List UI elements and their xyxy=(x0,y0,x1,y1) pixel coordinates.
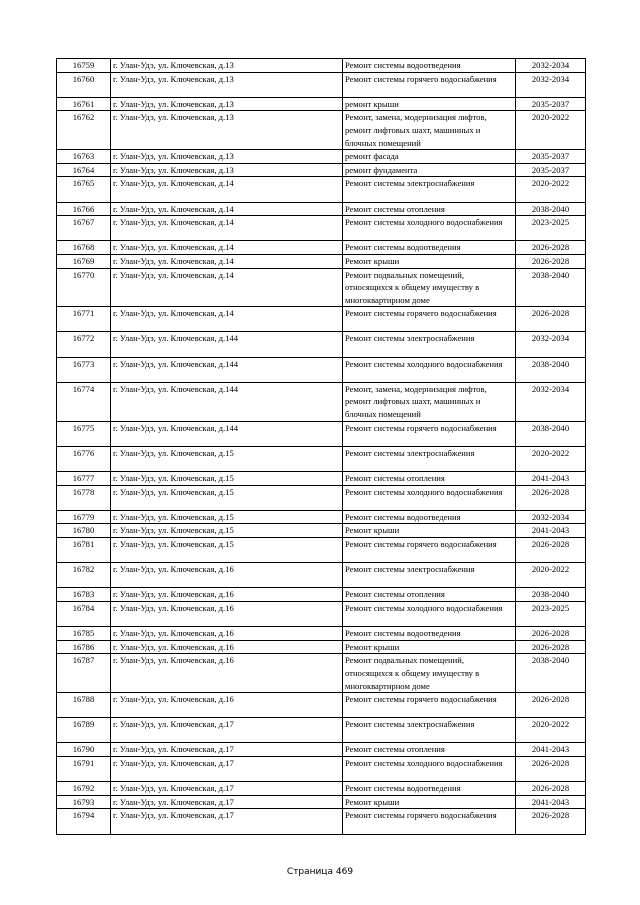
row-work-type: Ремонт системы электроснабжения xyxy=(343,446,516,471)
row-number: 16783 xyxy=(57,588,111,602)
row-period: 2035-2037 xyxy=(516,97,586,111)
row-address: г. Улан-Удэ, ул. Ключевская, д.15 xyxy=(111,510,343,524)
row-number: 16779 xyxy=(57,510,111,524)
row-work-type: Ремонт крыши xyxy=(343,640,516,654)
row-work-type: Ремонт системы отопления xyxy=(343,472,516,486)
table-row xyxy=(57,795,586,809)
row-number: 16790 xyxy=(57,743,111,757)
row-work-type: Ремонт системы горячего водоснабжения xyxy=(343,693,516,718)
row-number: 16764 xyxy=(57,163,111,177)
row-period: 2026-2028 xyxy=(516,254,586,268)
table-row xyxy=(57,382,586,421)
row-work-type: Ремонт системы электроснабжения xyxy=(343,177,516,202)
table-row xyxy=(57,718,586,743)
row-address: г. Улан-Удэ, ул. Ключевская, д.16 xyxy=(111,601,343,626)
row-address: г. Улан-Удэ, ул. Ключевская, д.15 xyxy=(111,472,343,486)
row-period: 2038-2040 xyxy=(516,654,586,693)
table-row xyxy=(57,177,586,202)
row-address: г. Улан-Удэ, ул. Ключевская, д.15 xyxy=(111,446,343,471)
row-address: г. Улан-Удэ, ул. Ключевская, д.13 xyxy=(111,72,343,97)
table-row xyxy=(57,307,586,332)
row-number: 16775 xyxy=(57,421,111,446)
row-period: 2041-2043 xyxy=(516,524,586,538)
row-period: 2026-2028 xyxy=(516,241,586,255)
table-row xyxy=(57,332,586,357)
row-address: г. Улан-Удэ, ул. Ключевская, д.16 xyxy=(111,640,343,654)
row-number: 16768 xyxy=(57,241,111,255)
row-number: 16767 xyxy=(57,216,111,241)
row-work-type: Ремонт подвальных помещений, относящихся к общему имуществу в многоквартирном доме xyxy=(343,654,516,693)
row-number: 16782 xyxy=(57,563,111,588)
row-period: 2038-2040 xyxy=(516,357,586,382)
table-row xyxy=(57,268,586,307)
table-row xyxy=(57,654,586,693)
row-number: 16772 xyxy=(57,332,111,357)
row-number: 16778 xyxy=(57,485,111,510)
table-row xyxy=(57,72,586,97)
row-number: 16771 xyxy=(57,307,111,332)
row-work-type: Ремонт системы отопления xyxy=(343,588,516,602)
row-address: г. Улан-Удэ, ул. Ключевская, д.13 xyxy=(111,111,343,150)
row-address: г. Улан-Удэ, ул. Ключевская, д.14 xyxy=(111,177,343,202)
table-row xyxy=(57,446,586,471)
row-period: 2026-2028 xyxy=(516,485,586,510)
table-row xyxy=(57,627,586,641)
table-row xyxy=(57,588,586,602)
row-address: г. Улан-Удэ, ул. Ключевская, д.14 xyxy=(111,307,343,332)
row-work-type: ремонт крыши xyxy=(343,97,516,111)
row-address: г. Улан-Удэ, ул. Ключевская, д.14 xyxy=(111,268,343,307)
row-number: 16770 xyxy=(57,268,111,307)
row-address: г. Улан-Удэ, ул. Ключевская, д.14 xyxy=(111,241,343,255)
row-period: 2035-2037 xyxy=(516,150,586,164)
row-work-type: Ремонт системы водоотведения xyxy=(343,241,516,255)
row-address: г. Улан-Удэ, ул. Ключевская, д.17 xyxy=(111,782,343,796)
row-address: г. Улан-Удэ, ул. Ключевская, д.14 xyxy=(111,254,343,268)
row-address: г. Улан-Удэ, ул. Ключевская, д.16 xyxy=(111,693,343,718)
row-address: г. Улан-Удэ, ул. Ключевская, д.17 xyxy=(111,743,343,757)
row-period: 2038-2040 xyxy=(516,268,586,307)
row-address: г. Улан-Удэ, ул. Ключевская, д.17 xyxy=(111,757,343,782)
row-number: 16789 xyxy=(57,718,111,743)
row-period: 2026-2028 xyxy=(516,307,586,332)
row-period: 2035-2037 xyxy=(516,163,586,177)
row-period: 2041-2043 xyxy=(516,795,586,809)
row-period: 2026-2028 xyxy=(516,627,586,641)
row-work-type: Ремонт системы электроснабжения xyxy=(343,718,516,743)
row-address: г. Улан-Удэ, ул. Ключевская, д.15 xyxy=(111,485,343,510)
row-address: г. Улан-Удэ, ул. Ключевская, д.13 xyxy=(111,150,343,164)
row-period: 2032-2034 xyxy=(516,59,586,73)
row-period: 2026-2028 xyxy=(516,640,586,654)
row-period: 2020-2022 xyxy=(516,446,586,471)
row-work-type: Ремонт крыши xyxy=(343,254,516,268)
row-address: г. Улан-Удэ, ул. Ключевская, д.144 xyxy=(111,382,343,421)
row-period: 2026-2028 xyxy=(516,782,586,796)
row-work-type: Ремонт системы горячего водоснабжения xyxy=(343,72,516,97)
row-period: 2023-2025 xyxy=(516,601,586,626)
row-number: 16763 xyxy=(57,150,111,164)
table-row xyxy=(57,524,586,538)
table-row xyxy=(57,510,586,524)
row-address: г. Улан-Удэ, ул. Ключевская, д.16 xyxy=(111,654,343,693)
row-address: г. Улан-Удэ, ул. Ключевская, д.13 xyxy=(111,163,343,177)
row-work-type: Ремонт, замена, модернизация лифтов, ремонт лифтовых шахт, машинных и блочных помещений xyxy=(343,382,516,421)
row-period: 2026-2028 xyxy=(516,537,586,562)
row-address: г. Улан-Удэ, ул. Ключевская, д.17 xyxy=(111,809,343,834)
row-period: 2032-2034 xyxy=(516,72,586,97)
row-period: 2038-2040 xyxy=(516,588,586,602)
table-row xyxy=(57,809,586,834)
row-address: г. Улан-Удэ, ул. Ключевская, д.17 xyxy=(111,718,343,743)
row-work-type: Ремонт системы водоотведения xyxy=(343,59,516,73)
row-number: 16792 xyxy=(57,782,111,796)
row-number: 16773 xyxy=(57,357,111,382)
row-address: г. Улан-Удэ, ул. Ключевская, д.144 xyxy=(111,332,343,357)
row-work-type: Ремонт системы холодного водоснабжения xyxy=(343,601,516,626)
table-row xyxy=(57,757,586,782)
row-work-type: Ремонт подвальных помещений, относящихся к общему имуществу в многоквартирном доме xyxy=(343,268,516,307)
table-row xyxy=(57,150,586,164)
row-period: 2026-2028 xyxy=(516,757,586,782)
row-number: 16787 xyxy=(57,654,111,693)
row-number: 16791 xyxy=(57,757,111,782)
repair-schedule-table xyxy=(56,58,586,835)
row-number: 16781 xyxy=(57,537,111,562)
row-number: 16776 xyxy=(57,446,111,471)
row-number: 16780 xyxy=(57,524,111,538)
table-row xyxy=(57,111,586,150)
row-number: 16777 xyxy=(57,472,111,486)
table-row xyxy=(57,537,586,562)
table-row xyxy=(57,97,586,111)
row-work-type: Ремонт системы горячего водоснабжения xyxy=(343,421,516,446)
table-row xyxy=(57,254,586,268)
row-period: 2026-2028 xyxy=(516,809,586,834)
row-period: 2020-2022 xyxy=(516,718,586,743)
row-number: 16760 xyxy=(57,72,111,97)
table-row xyxy=(57,782,586,796)
row-work-type: Ремонт, замена, модернизация лифтов, ремонт лифтовых шахт, машинных и блочных помещений xyxy=(343,111,516,150)
row-number: 16785 xyxy=(57,627,111,641)
row-address: г. Улан-Удэ, ул. Ключевская, д.14 xyxy=(111,202,343,216)
row-address: г. Улан-Удэ, ул. Ключевская, д.144 xyxy=(111,421,343,446)
table-row xyxy=(57,563,586,588)
row-number: 16765 xyxy=(57,177,111,202)
row-address: г. Улан-Удэ, ул. Ключевская, д.13 xyxy=(111,59,343,73)
row-period: 2020-2022 xyxy=(516,563,586,588)
row-work-type: Ремонт системы горячего водоснабжения xyxy=(343,809,516,834)
row-work-type: Ремонт системы водоотведения xyxy=(343,510,516,524)
row-period: 2038-2040 xyxy=(516,202,586,216)
row-work-type: Ремонт системы электроснабжения xyxy=(343,563,516,588)
table-body xyxy=(57,59,586,835)
row-address: г. Улан-Удэ, ул. Ключевская, д.16 xyxy=(111,588,343,602)
row-number: 16788 xyxy=(57,693,111,718)
table-row xyxy=(57,421,586,446)
row-work-type: Ремонт системы холодного водоснабжения xyxy=(343,357,516,382)
row-period: 2041-2043 xyxy=(516,743,586,757)
table-row xyxy=(57,202,586,216)
row-work-type: Ремонт системы отопления xyxy=(343,743,516,757)
row-work-type: ремонт фундамента xyxy=(343,163,516,177)
row-work-type: Ремонт системы холодного водоснабжения xyxy=(343,757,516,782)
table-row xyxy=(57,693,586,718)
row-address: г. Улан-Удэ, ул. Ключевская, д.13 xyxy=(111,97,343,111)
row-period: 2032-2034 xyxy=(516,510,586,524)
row-work-type: Ремонт системы холодного водоснабжения xyxy=(343,216,516,241)
row-number: 16759 xyxy=(57,59,111,73)
row-number: 16766 xyxy=(57,202,111,216)
row-number: 16761 xyxy=(57,97,111,111)
table-row xyxy=(57,216,586,241)
row-work-type: Ремонт крыши xyxy=(343,524,516,538)
table-row xyxy=(57,241,586,255)
row-address: г. Улан-Удэ, ул. Ключевская, д.17 xyxy=(111,795,343,809)
row-work-type: Ремонт системы горячего водоснабжения xyxy=(343,537,516,562)
row-address: г. Улан-Удэ, ул. Ключевская, д.15 xyxy=(111,537,343,562)
row-number: 16784 xyxy=(57,601,111,626)
row-work-type: Ремонт системы водоотведения xyxy=(343,782,516,796)
row-work-type: Ремонт системы водоотведения xyxy=(343,627,516,641)
row-period: 2020-2022 xyxy=(516,177,586,202)
row-address: г. Улан-Удэ, ул. Ключевская, д.14 xyxy=(111,216,343,241)
row-work-type: Ремонт системы отопления xyxy=(343,202,516,216)
row-number: 16769 xyxy=(57,254,111,268)
row-address: г. Улан-Удэ, ул. Ключевская, д.144 xyxy=(111,357,343,382)
row-address: г. Улан-Удэ, ул. Ключевская, д.16 xyxy=(111,627,343,641)
row-number: 16794 xyxy=(57,809,111,834)
table-row xyxy=(57,601,586,626)
row-number: 16762 xyxy=(57,111,111,150)
table-row xyxy=(57,472,586,486)
table-row xyxy=(57,59,586,73)
table-row xyxy=(57,163,586,177)
row-address: г. Улан-Удэ, ул. Ключевская, д.16 xyxy=(111,563,343,588)
row-work-type: ремонт фасада xyxy=(343,150,516,164)
row-number: 16774 xyxy=(57,382,111,421)
page-number: Страница 469 xyxy=(286,867,354,877)
row-period: 2023-2025 xyxy=(516,216,586,241)
row-period: 2032-2034 xyxy=(516,332,586,357)
row-work-type: Ремонт системы электроснабжения xyxy=(343,332,516,357)
row-period: 2038-2040 xyxy=(516,421,586,446)
row-work-type: Ремонт крыши xyxy=(343,795,516,809)
table-row xyxy=(57,640,586,654)
table-row xyxy=(57,743,586,757)
row-period: 2032-2034 xyxy=(516,382,586,421)
table-row xyxy=(57,357,586,382)
row-address: г. Улан-Удэ, ул. Ключевская, д.15 xyxy=(111,524,343,538)
row-period: 2026-2028 xyxy=(516,693,586,718)
row-number: 16793 xyxy=(57,795,111,809)
table-row xyxy=(57,485,586,510)
row-number: 16786 xyxy=(57,640,111,654)
row-period: 2041-2043 xyxy=(516,472,586,486)
row-work-type: Ремонт системы горячего водоснабжения xyxy=(343,307,516,332)
row-period: 2020-2022 xyxy=(516,111,586,150)
row-work-type: Ремонт системы холодного водоснабжения xyxy=(343,485,516,510)
